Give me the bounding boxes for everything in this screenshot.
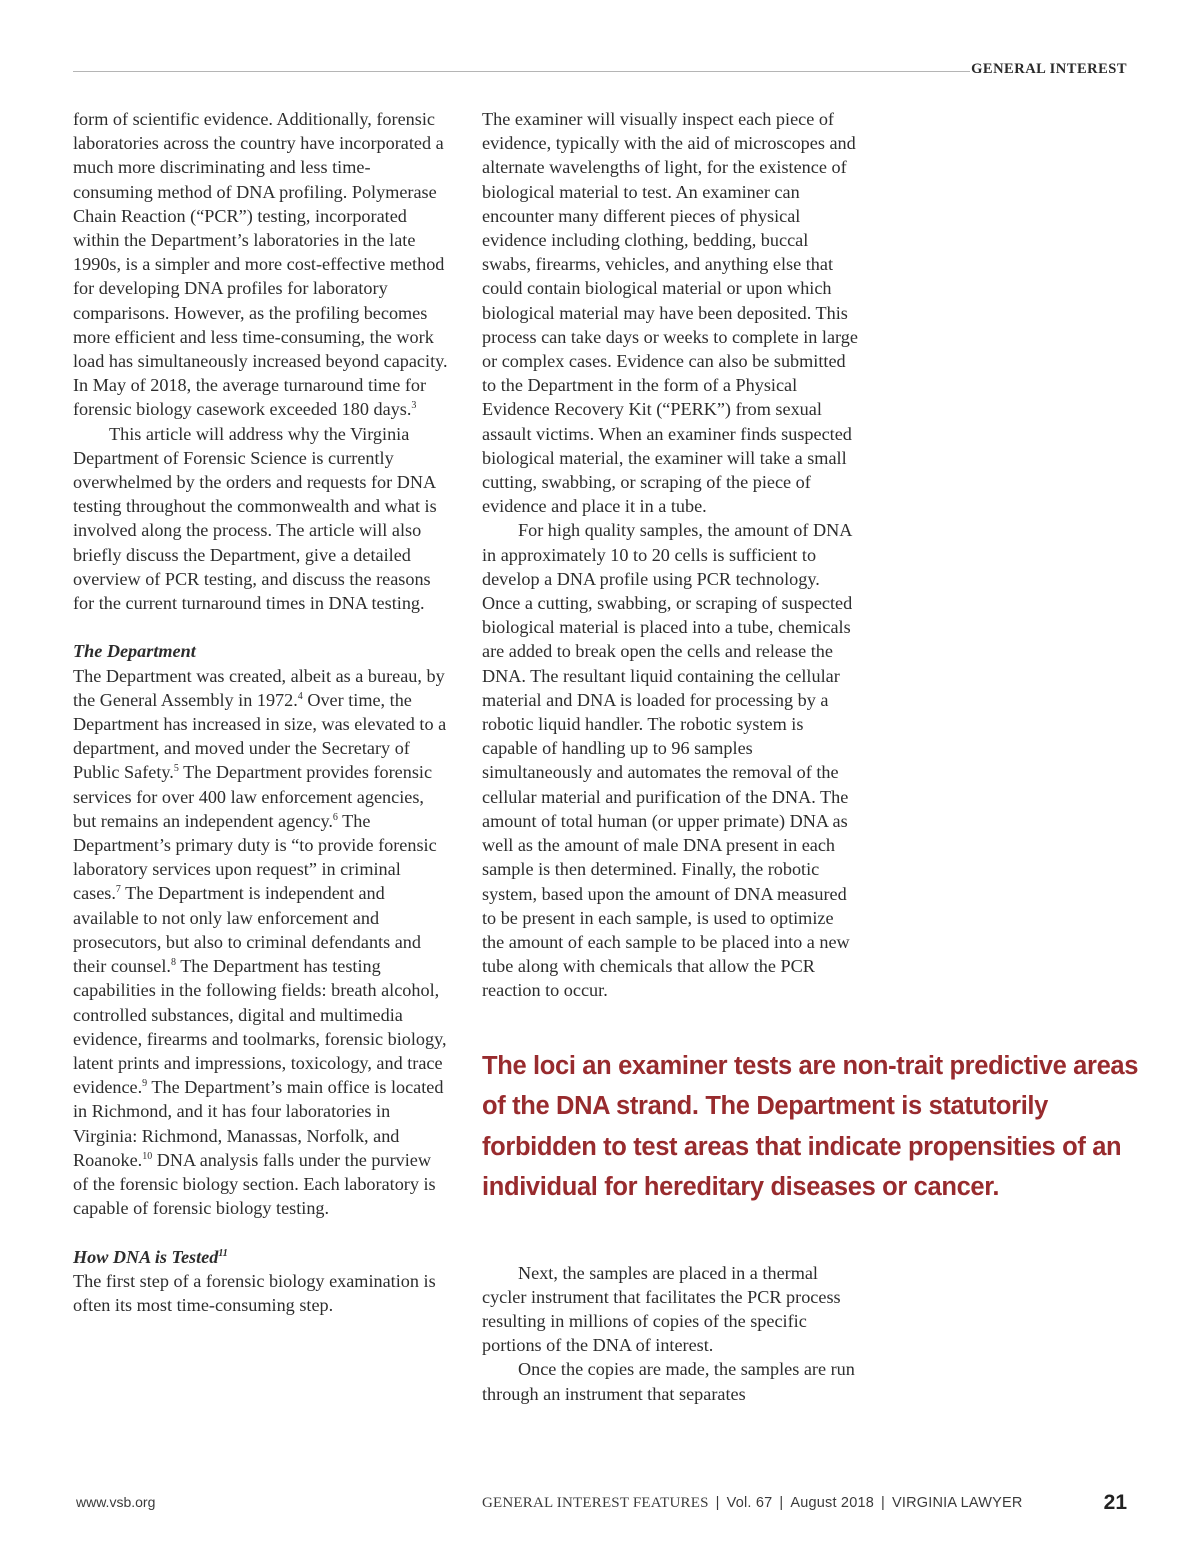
left-column xyxy=(73,107,449,1317)
footer-separator: | xyxy=(715,1495,720,1511)
spacer xyxy=(73,615,449,639)
footnote-ref[interactable]: 5 xyxy=(173,763,179,775)
footer-publication-info xyxy=(482,1495,1023,1512)
spacer xyxy=(73,1220,449,1244)
footnote-ref[interactable]: 7 xyxy=(115,884,121,896)
sentence: The Department is independent and available to not only law enforcement and prosecutors, but also to criminal defendants and their counsel. xyxy=(73,883,421,977)
sentence: Over time, the Department has increased in size, was elevated to a department, and moved under the Secretary of Public Safety. xyxy=(73,689,447,783)
paragraph: The examiner will visually inspect each piece of evidence, typically with the aid of microscopes and alternate wavelengths of light, for the existence of biological material to test. An examiner can encounter many different pieces of physical evidence including clothing, bedding, buccal swabs, firearms, vehicles, and anything else that could contain biological material or upon which biological material may have been deposited. This process can take days or weeks to complete in large or complex cases. Evidence can also be submitted to the Department in the form of a Physical Evidence Recovery Kit (“PERK”) from sexual assault victims. When an examiner finds suspected biological material, the examiner will take a small cutting, swabbing, or scraping of the piece of evidence and place it in a tube. xyxy=(482,109,858,517)
paragraph-text: form of scientific evidence. Additionally, forensic laboratories across the country have incorporated a much more discriminating and less time-consuming method of DNA profiling. Polymerase Chain Reaction (“PCR”) testing, incorporated within the Department’s laboratories in the late 1990s, is a simpler and more cost-effective method for developing DNA profiles for laboratory comparisons. However, as the profiling becomes more efficient and less time-consuming, the work load has simultaneously increased beyond capacity. In May of 2018, the average turnaround time for forensic biology casework exceeded 180 days. xyxy=(73,109,448,420)
header-rule xyxy=(73,71,970,72)
footnote-ref[interactable]: 4 xyxy=(297,690,303,702)
paragraph: This article will address why the Virginia Department of Forensic Science is currently overwhelmed by the orders and requests for DNA testing throughout the commonwealth and what is involved along the process. The article will also briefly discuss the Department, give a detailed overview of PCR testing, and discuss the reasons for the current turnaround times in DNA testing. xyxy=(73,423,437,614)
paragraph: The first step of a forensic biology examination is often its most time-consuming step. xyxy=(73,1270,436,1315)
page-number: 21 xyxy=(1103,1491,1127,1514)
paragraph-department xyxy=(73,664,449,1221)
section-label: GENERAL INTEREST xyxy=(971,61,1127,77)
paragraph xyxy=(73,107,449,422)
footnote-ref[interactable]: 3 xyxy=(411,400,417,412)
spacer xyxy=(482,1208,858,1261)
sentence: DNA analysis falls under the purview of the forensic biology section. Each laboratory is capable of forensic biology testing. xyxy=(73,1149,436,1219)
footer-section: GENERAL INTEREST FEATURES xyxy=(482,1495,709,1511)
pull-quote: The loci an examiner tests are non-trait predictive areas of the DNA strand. The Department is statutorily forbidden to test areas that indicate propensities of an individual for hereditary diseases or cancer. xyxy=(482,1051,1139,1202)
footer-magazine: VIRGINIA LAWYER xyxy=(891,1495,1023,1511)
paragraph: Next, the samples are placed in a thermal cycler instrument that facilitates the PCR process resulting in millions of copies of the specific portions of the DNA of interest. xyxy=(482,1262,841,1356)
footnote-ref[interactable]: 10 xyxy=(142,1150,153,1162)
sentence: The Department has testing capabilities in the following fields: breath alcohol, controlled substances, digital and multimedia evidence, firearms and toolmarks, forensic biology, latent prints and impressions, toxicology, and trace evidence. xyxy=(73,956,447,1098)
footer-website-link[interactable]: www.vsb.org xyxy=(76,1494,156,1510)
subheading-how-dna-tested xyxy=(73,1245,449,1269)
right-column xyxy=(482,107,1139,1406)
spacer xyxy=(482,1003,858,1046)
sentence: The Department provides forensic services for over 400 law enforcement agencies, but remains an independent agency. xyxy=(73,762,433,831)
footnote-ref[interactable]: 6 xyxy=(332,811,338,823)
footnote-ref[interactable]: 11 xyxy=(218,1247,228,1259)
footer-volume: Vol. 67 xyxy=(726,1495,773,1511)
footnote-ref[interactable]: 8 xyxy=(170,957,176,969)
sentence: The Department was created, albeit as a bureau, by the General Assembly in 1972. xyxy=(73,665,445,710)
footer-separator: | xyxy=(779,1495,784,1511)
footer-date: August 2018 xyxy=(790,1495,874,1511)
footer-separator: | xyxy=(881,1495,885,1511)
sentence: The Department’s primary duty is “to provide forensic laboratory services upon request” in criminal cases. xyxy=(73,810,437,904)
sentence: The Department’s main office is located in Richmond, and it has four laboratories in Virginia: Richmond, Manassas, Norfolk, and Roanoke. xyxy=(73,1077,444,1170)
subheading-department: The Department xyxy=(73,641,196,662)
footnote-ref[interactable]: 9 xyxy=(142,1078,148,1090)
paragraph: Once the copies are made, the samples are run through an instrument that separates xyxy=(482,1359,855,1404)
subheading-text: How DNA is Tested xyxy=(73,1246,219,1267)
paragraph: For high quality samples, the amount of DNA in approximately 10 to 20 cells is sufficient to develop a DNA profile using PCR technology. Once a cutting, swabbing, or scraping of suspected biological material is placed into a tube, chemicals are added to break open the cells and release the DNA. The resultant liquid containing the cellular material and DNA is loaded for processing by a robotic liquid handler. The robotic system is capable of handling up to 96 samples simultaneously and automates the removal of the cellular material and purification of the DNA. The amount of total human (or upper primate) DNA as well as the amount of male DNA present in each sample is then determined. Finally, the robotic system, based upon the amount of DNA measured to be present in each sample, is used to optimize the amount of each sample to be placed into a new tube along with chemicals that allow the PCR reaction to occur. xyxy=(482,520,853,1001)
